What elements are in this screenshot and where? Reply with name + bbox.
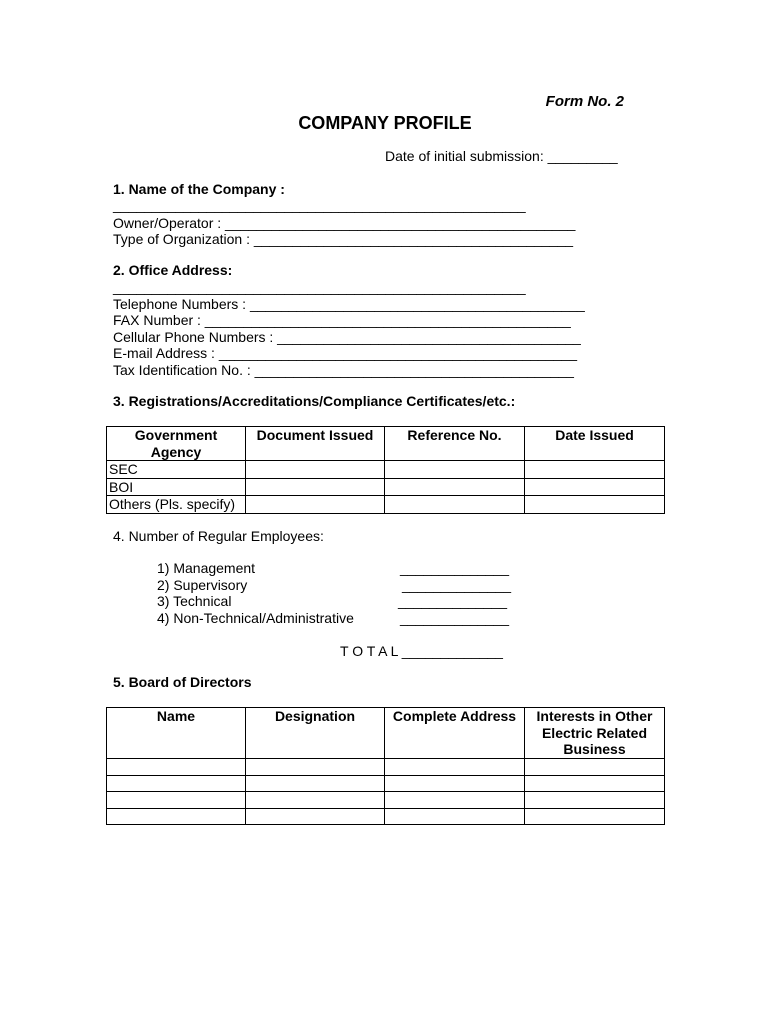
table-cell: [385, 461, 525, 479]
table-cell: BOI: [107, 478, 246, 496]
table-cell: [246, 759, 385, 776]
section-board-heading: 5. Board of Directors: [113, 674, 252, 690]
table-row: [107, 792, 665, 809]
table-row: [107, 775, 665, 792]
table-cell: Others (Pls. specify): [107, 496, 246, 514]
table-cell: [246, 496, 385, 514]
table-cell: [246, 808, 385, 825]
table-cell: [246, 775, 385, 792]
table-cell: [525, 759, 665, 776]
form-number: Form No. 2: [545, 93, 624, 110]
column-header: Name: [107, 708, 246, 759]
employee-count-blanks: [398, 560, 511, 626]
table-cell: [525, 808, 665, 825]
page-title: [0, 112, 770, 134]
table-cell: [246, 478, 385, 496]
table-cell: [107, 759, 246, 776]
fax-field: FAX Number : _______________________________________________: [113, 312, 571, 328]
date-of-submission: Date of initial submission: _________: [385, 148, 618, 164]
page-title-text: COMPANY PROFILE: [298, 113, 472, 133]
section-registrations-heading: 3. Registrations/Accreditations/Compliance Certificates/etc.:: [113, 393, 516, 409]
list-item: 3) Technical: [157, 593, 232, 609]
table-cell: [525, 792, 665, 809]
count-blank: ______________: [402, 576, 512, 593]
owner-operator-field: Owner/Operator : _____________________________________________: [113, 214, 576, 231]
employee-category-list: [157, 560, 354, 626]
column-header: Government Agency: [107, 427, 246, 461]
column-header: Interests in Other Electric Related Business: [525, 708, 665, 759]
cellular-field: Cellular Phone Numbers : _______________________________________: [113, 328, 581, 345]
column-header: Designation: [246, 708, 385, 759]
table-header-row: [107, 708, 665, 759]
table-cell: [246, 461, 385, 479]
count-blank: ______________: [400, 609, 510, 626]
table-cell: [385, 808, 525, 825]
table-cell: SEC: [107, 461, 246, 479]
table-cell: [246, 792, 385, 809]
table-cell: [385, 775, 525, 792]
table-cell: [107, 808, 246, 825]
company-name-blank: _____________________________________________________: [113, 197, 526, 213]
list-item: 1) Management: [157, 560, 256, 576]
office-address-blank: _____________________________________________________: [113, 279, 526, 295]
section-employees-heading: 4. Number of Regular Employees:: [113, 528, 324, 544]
employee-total: T O T A L _____________: [340, 643, 503, 659]
table-cell: [385, 792, 525, 809]
registrations-table: [106, 426, 665, 514]
table-row: [107, 808, 665, 825]
section-office-address: [113, 262, 232, 279]
telephone-field: Telephone Numbers : ___________________________________________: [113, 295, 585, 312]
organization-type-field: Type of Organization : _________________________________________: [113, 231, 574, 247]
table-cell: [107, 792, 246, 809]
table-cell: [525, 461, 665, 479]
section-heading: 2. Office Address:: [113, 262, 233, 278]
table-cell: [525, 775, 665, 792]
table-cell: [525, 496, 665, 514]
column-header: Complete Address: [385, 708, 525, 759]
section-office-lines: [113, 279, 585, 378]
table-cell: [385, 478, 525, 496]
section-company-lines: [113, 198, 575, 248]
board-of-directors-table: [106, 707, 665, 825]
section-heading: 1. Name of the Company :: [113, 181, 285, 197]
email-field: E-mail Address : ______________________________________________: [113, 345, 577, 361]
table-row: [107, 496, 665, 514]
table-header-row: [107, 427, 665, 461]
column-header: Reference No.: [385, 427, 525, 461]
count-blank: ______________: [398, 593, 508, 609]
table-row: [107, 478, 665, 496]
table-cell: [385, 496, 525, 514]
table-cell: [385, 759, 525, 776]
list-item: 2) Supervisory: [157, 576, 248, 593]
tin-field: Tax Identification No. : _________________________________________: [113, 361, 574, 378]
section-company-name: [113, 181, 285, 198]
column-header: Date Issued: [525, 427, 665, 461]
table-cell: [107, 775, 246, 792]
table-row: [107, 461, 665, 479]
count-blank: ______________: [400, 560, 510, 576]
table-cell: [525, 478, 665, 496]
column-header: Document Issued: [246, 427, 385, 461]
list-item: 4) Non-Technical/Administrative: [157, 609, 354, 626]
table-row: [107, 759, 665, 776]
